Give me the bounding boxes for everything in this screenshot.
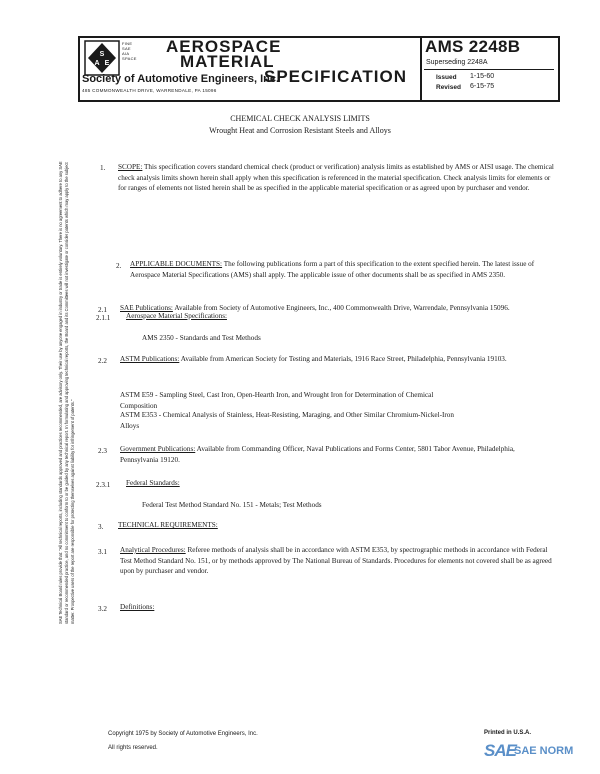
superseding: Superseding 2248A	[426, 59, 488, 66]
section-3-1	[120, 545, 558, 577]
sae-norm-logo: SAE	[484, 741, 516, 760]
sae-technical-board-note: SAE Technical Board rules provide that: "All technical reports, including standards approved and practices recommended, are advisory only. Their use by anyone engaged in industry or trade is entirely voluntary. There is no agreement to adhere to any SAE standard or recommended practice, and no commitment to conform to or be guided by any technical report. In formulating and approving technical reports, the Board and its Committees will not investigate or consider patents which may apply to the subject matter. Prospective users of the report are responsible for protecting themselves against liability for infringement of patents."	[58, 161, 75, 624]
section-2-2-item-1: ASTM E59 - Sampling Steel, Cast Iron, Open-Hearth Iron, and Wrought Iron for Determination of Chemical Composition	[120, 391, 434, 410]
section-2-1-1-heading: Aerospace Material Specifications:	[126, 312, 227, 320]
footer-printed: Printed in U.S.A.	[484, 730, 532, 736]
revised-label: Revised	[436, 84, 461, 91]
section-2-1-1-number-visible: 2.1.1	[96, 314, 111, 322]
section-3-2	[120, 602, 500, 613]
section-2-3-1	[126, 478, 506, 489]
section-3-2-number: 3.2	[98, 605, 107, 613]
section-2-2-text: Available from American Society for Testing and Materials, 1916 Race Street, Philadelphia, Pennsylvania 19103.	[180, 355, 507, 363]
section-2-3-heading: Government Publications:	[120, 445, 196, 453]
section-3-number: 3.	[98, 523, 104, 531]
section-3-2-heading: Definitions:	[120, 603, 155, 611]
section-2-1-heading: SAE Publications:	[120, 304, 173, 312]
section-3	[118, 520, 518, 531]
doc-title: CHEMICAL CHECK ANALYSIS LIMITS	[230, 114, 370, 123]
section-2-1-1	[126, 311, 506, 322]
section-2-1-text: Available from Society of Automotive Engineers, Inc., 400 Commonwealth Drive, Warrendale, Pennsylvania 15096.	[174, 304, 510, 312]
header-rule	[424, 69, 554, 70]
issued-date: 1-15-60	[470, 73, 495, 80]
header-title-material: MATERIAL	[180, 52, 275, 71]
doc-subtitle: Wrought Heat and Corrosion Resistant Steels and Alloys	[209, 126, 391, 135]
section-2-1-number: 2.1	[98, 306, 107, 314]
section-3-heading: TECHNICAL REQUIREMENTS:	[118, 521, 218, 529]
section-2-number: 2.	[116, 262, 122, 270]
section-3-1-heading: Analytical Procedures:	[120, 546, 186, 554]
footer-rights: All rights reserved.	[108, 745, 158, 751]
section-2-2-heading: ASTM Publications:	[120, 355, 180, 363]
section-2-3-1-heading: Federal Standards:	[126, 479, 180, 487]
section-2-3	[120, 444, 550, 465]
section-2-1-1-item: AMS 2350 - Standards and Test Methods	[142, 334, 261, 342]
sae-seal-logo	[84, 40, 120, 76]
header-title-specification: SPECIFICATION	[264, 67, 408, 86]
society-address: 485 COMMONWEALTH DRIVE, WARRENDALE, PA 15096	[82, 88, 217, 93]
header-title-aerospace: AEROSPACE	[166, 37, 282, 56]
sae-norm-watermark: SAE NORM	[514, 745, 574, 757]
section-2-3-number: 2.3	[98, 447, 107, 455]
section-2-3-1-item: Federal Test Method Standard No. 151 - Metals; Test Methods	[142, 501, 322, 509]
section-1-text: This specification covers standard chemical check (product or verification) analysis limits as established by AMS or AISI usage. The chemical check analysis limits shown herein shall apply when this specification is referenced in the material specification. Check analysis limits for elements or for ranges of elements not listed herein shall be as specified in the applicable material specification or as agreed upon by purchaser and vendor.	[118, 163, 554, 192]
document-number: AMS 2248B	[425, 37, 521, 56]
section-2-3-1-number: 2.3.1	[96, 481, 111, 489]
logo-caption: FINE SAE AIA SPACE	[122, 41, 137, 61]
svg-text:A: A	[94, 60, 100, 67]
section-2-3-text: Available from Commanding Officer, Naval Publications and Forms Center, 5801 Tabor Avenue, Philadelphia, Pennsylvania 19120.	[120, 445, 515, 464]
section-2-2-number: 2.2	[98, 357, 107, 365]
section-2	[130, 259, 558, 280]
section-3-1-number: 3.1	[98, 548, 107, 556]
svg-text:S: S	[99, 51, 105, 58]
section-2-heading: APPLICABLE DOCUMENTS:	[130, 260, 223, 268]
footer-copyright: Copyright 1975 by Society of Automotive Engineers, Inc.	[108, 731, 258, 737]
revised-date: 6-15-75	[470, 83, 495, 90]
svg-text:E: E	[104, 60, 110, 67]
section-2-2	[120, 354, 550, 365]
section-1-heading: SCOPE:	[118, 163, 143, 171]
section-1-number: 1.	[100, 164, 106, 172]
section-2-text: The following publications form a part of this specification to the extent specified herein. The latest issue of Aerospace Material Specifications (AMS) shall apply. The applicable issue of other documents shall be as specified in AMS 2350.	[130, 260, 535, 279]
section-2-2-item-2: ASTM E353 - Chemical Analysis of Stainless, Heat-Resisting, Maraging, and Other Similar Chromium-Nickel-Iron Alloys	[120, 411, 454, 430]
section-1	[118, 162, 558, 194]
section-3-1-text: Referee methods of analysis shall be in accordance with ASTM E353, by spectrographic methods in accordance with Federal Test Method Standard No. 151, or by methods approved by The National Bureau of Standards. Procedures for elements not covered shall be as agreed upon by purchaser and vendor.	[120, 546, 552, 575]
society-name: Society of Automotive Engineers, Inc.	[82, 73, 280, 85]
header-divider	[420, 36, 422, 100]
issued-label: Issued	[436, 74, 457, 81]
